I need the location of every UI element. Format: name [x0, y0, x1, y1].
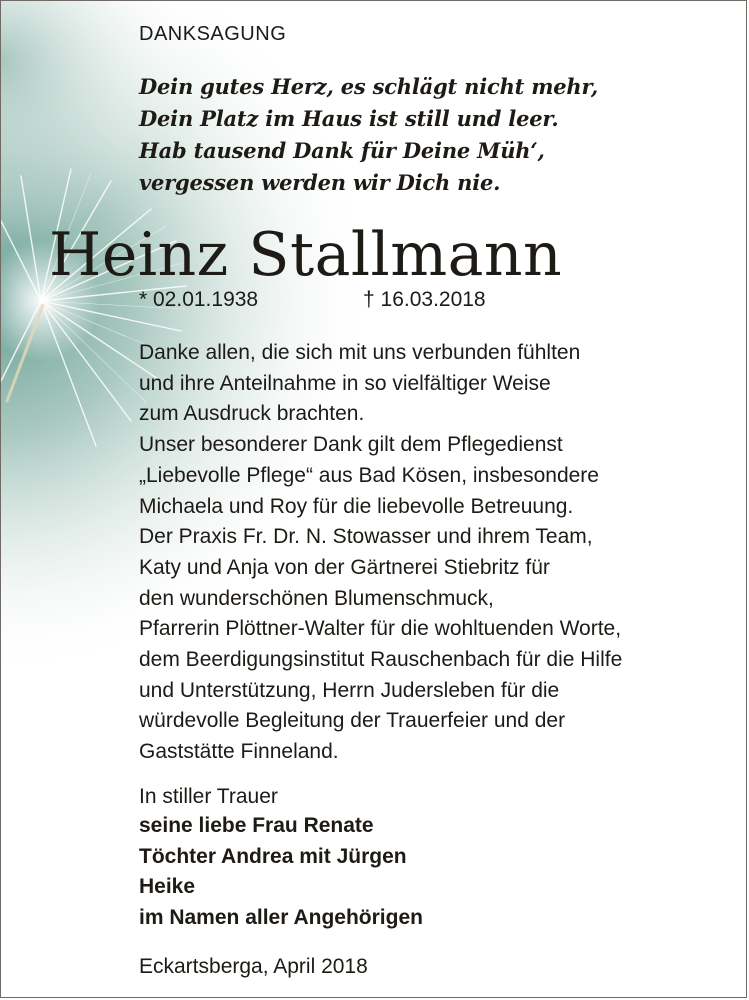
mourner: seine liebe Frau Renate [139, 814, 374, 837]
text-line: Unser besonderer Dank gilt dem Pflegedienst [139, 433, 563, 457]
death-date: † 16.03.2018 [363, 288, 486, 311]
poem-line: Dein Platz im Haus ist still und leer. [139, 106, 559, 131]
text-line: Danke allen, die sich mit uns verbunden fühlten [139, 341, 581, 364]
mourners-list [139, 811, 423, 933]
text-line: dem Beerdigungsinstitut Rauschenbach für die Hilfe [139, 648, 623, 672]
text-line: Gaststätte Finneland. [139, 740, 339, 764]
text-line: und ihre Anteilnahme in so vielfältiger Weise [139, 371, 551, 395]
mourner: Töchter Andrea mit Jürgen [139, 844, 407, 868]
birth-date: * 02.01.1938 [139, 288, 259, 311]
place-and-date: Eckartsberga, April 2018 [139, 955, 368, 978]
text-line: Katy und Anja von der Gärtnerei Stiebritz für [139, 555, 550, 579]
poem-line: Hab tausend Dank für Deine Müh‘, [139, 138, 545, 163]
notice-heading: DANKSAGUNG [139, 23, 287, 45]
text-line: Der Praxis Fr. Dr. N. Stowasser und ihrem Team, [139, 525, 593, 549]
poem-line: vergessen werden wir Dich nie. [139, 170, 501, 195]
deceased-name: Heinz Stallmann [49, 220, 563, 290]
thank-you-text [139, 338, 622, 768]
mourner: Heike [139, 875, 196, 898]
mourning-intro: In stiller Trauer [139, 785, 278, 808]
text-line: zum Ausdruck brachten. [139, 402, 365, 426]
text-line: und Unterstützung, Herrn Judersleben für die [139, 678, 560, 702]
mourner: im Namen aller Angehörigen [139, 905, 423, 929]
text-line: Pfarrerin Plöttner-Walter für die wohltuenden Worte, [139, 617, 622, 641]
poem [139, 71, 598, 199]
poem-line: Dein gutes Herz, es schlägt nicht mehr, [139, 74, 598, 99]
notice-content [1, 1, 747, 998]
text-line: Michaela und Roy für die liebevolle Betreuung. [139, 494, 574, 518]
text-line: „Liebevolle Pflege“ aus Bad Kösen, insbesondere [139, 463, 599, 487]
text-line: den wunderschönen Blumenschmuck, [139, 586, 494, 610]
text-line: würdevolle Begleitung der Trauerfeier und der [139, 709, 566, 733]
